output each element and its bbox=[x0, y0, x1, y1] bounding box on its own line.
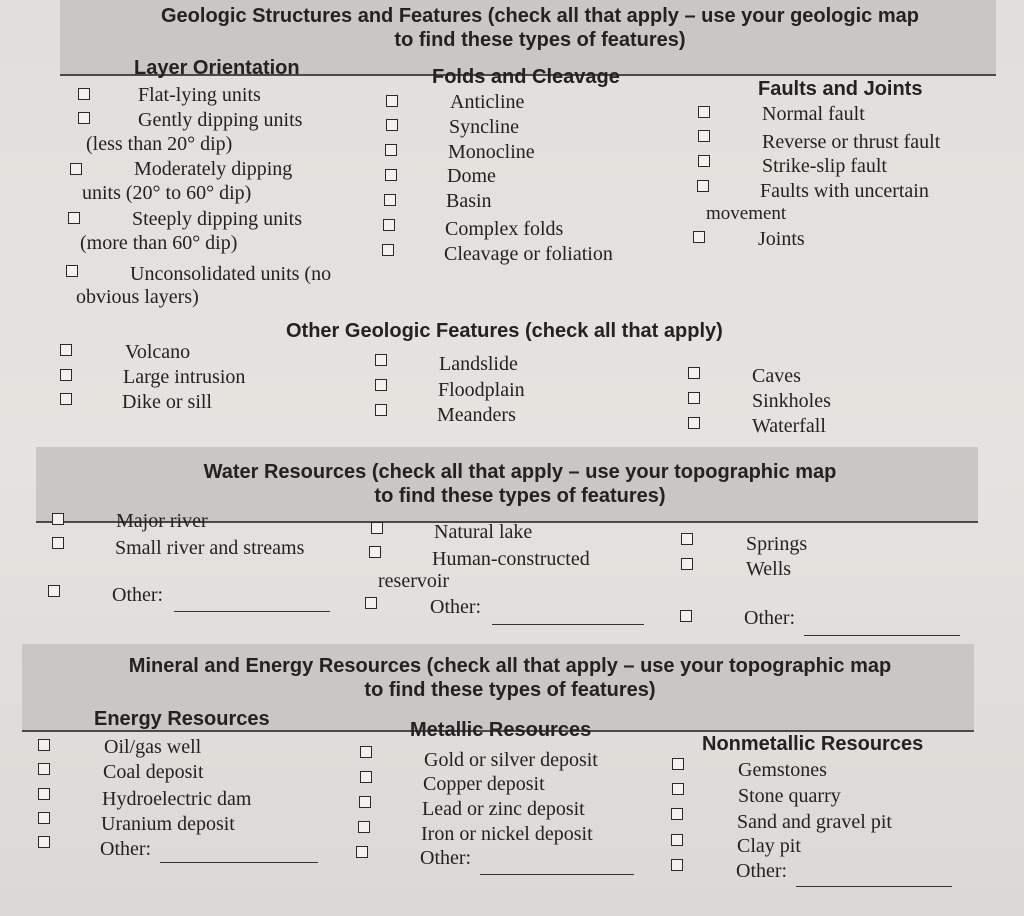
major-river-label: Major river bbox=[116, 510, 208, 532]
dike-sill-label: Dike or sill bbox=[122, 391, 212, 413]
strike-slip-label: Strike-slip fault bbox=[762, 155, 887, 177]
human-reservoir-label: Human-constructed bbox=[432, 548, 590, 570]
metallic-heading: Metallic Resources bbox=[410, 719, 592, 741]
natural-lake-checkbox[interactable] bbox=[371, 522, 383, 534]
steeply-dipping-note: (more than 60° dip) bbox=[80, 232, 238, 254]
springs-checkbox[interactable] bbox=[681, 533, 693, 545]
syncline-label: Syncline bbox=[449, 116, 519, 138]
gold-silver-label: Gold or silver deposit bbox=[424, 749, 598, 771]
landslide-label: Landslide bbox=[439, 353, 518, 375]
uncertain-fault-note: movement bbox=[706, 203, 787, 224]
water-other2-blank[interactable] bbox=[492, 624, 644, 625]
hydroelectric-label: Hydroelectric dam bbox=[102, 788, 252, 810]
caves-checkbox[interactable] bbox=[688, 367, 700, 379]
wells-checkbox[interactable] bbox=[681, 558, 693, 570]
springs-label: Springs bbox=[746, 533, 808, 555]
water-other1-label: Other: bbox=[112, 584, 164, 606]
cleavage-checkbox[interactable] bbox=[382, 244, 394, 256]
uncertain-fault-label: Faults with uncertain bbox=[760, 180, 929, 202]
meanders-label: Meanders bbox=[437, 404, 516, 426]
geologic-title-line2: to find these types of features) bbox=[394, 29, 686, 51]
moderately-dipping-note: units (20° to 60° dip) bbox=[82, 182, 252, 204]
dike-sill-checkbox[interactable] bbox=[60, 393, 72, 405]
oil-gas-label: Oil/gas well bbox=[104, 736, 202, 758]
moderately-dipping-label: Moderately dipping bbox=[134, 158, 293, 180]
energy-heading: Energy Resources bbox=[94, 708, 270, 730]
water-other2-checkbox[interactable] bbox=[365, 597, 377, 609]
nonmetallic-other-label: Other: bbox=[736, 860, 788, 882]
unconsolidated-note: obvious layers) bbox=[76, 286, 199, 308]
clay-pit-label: Clay pit bbox=[737, 835, 801, 857]
energy-other-checkbox[interactable] bbox=[38, 836, 50, 848]
sinkholes-label: Sinkholes bbox=[752, 390, 831, 412]
unconsolidated-label: Unconsolidated units (no bbox=[130, 263, 332, 285]
monocline-label: Monocline bbox=[448, 141, 535, 163]
lead-zinc-checkbox[interactable] bbox=[359, 796, 371, 808]
flat-lying-label: Flat-lying units bbox=[138, 84, 261, 106]
oil-gas-checkbox[interactable] bbox=[38, 739, 50, 751]
dome-label: Dome bbox=[447, 165, 496, 187]
metallic-other-label: Other: bbox=[420, 847, 472, 869]
nonmetallic-heading: Nonmetallic Resources bbox=[702, 733, 924, 755]
water-title bbox=[110, 460, 930, 508]
other-features-title: Other Geologic Features (check all that apply) bbox=[286, 320, 723, 342]
normal-fault-checkbox[interactable] bbox=[698, 106, 710, 118]
sinkholes-checkbox[interactable] bbox=[688, 392, 700, 404]
moderately-dipping-checkbox[interactable] bbox=[70, 163, 82, 175]
unconsolidated-checkbox[interactable] bbox=[66, 265, 78, 277]
hydroelectric-checkbox[interactable] bbox=[38, 788, 50, 800]
anticline-checkbox[interactable] bbox=[386, 95, 398, 107]
floodplain-checkbox[interactable] bbox=[375, 379, 387, 391]
sand-gravel-checkbox[interactable] bbox=[671, 808, 683, 820]
nonmetallic-other-checkbox[interactable] bbox=[671, 859, 683, 871]
caves-label: Caves bbox=[752, 365, 801, 387]
layer-orientation-heading: Layer Orientation bbox=[134, 57, 300, 79]
volcano-checkbox[interactable] bbox=[60, 344, 72, 356]
mineral-title-line1: Mineral and Energy Resources (check all that apply – use your topographic map bbox=[128, 655, 892, 677]
large-intrusion-label: Large intrusion bbox=[123, 366, 246, 388]
normal-fault-label: Normal fault bbox=[762, 103, 865, 125]
iron-nickel-label: Iron or nickel deposit bbox=[421, 823, 593, 845]
stone-quarry-label: Stone quarry bbox=[738, 785, 841, 807]
gently-dipping-label: Gently dipping units bbox=[138, 109, 303, 131]
water-other3-blank[interactable] bbox=[804, 635, 960, 636]
meanders-checkbox[interactable] bbox=[375, 404, 387, 416]
gemstones-label: Gemstones bbox=[738, 759, 827, 781]
monocline-checkbox[interactable] bbox=[385, 144, 397, 156]
folds-cleavage-heading: Folds and Cleavage bbox=[432, 66, 620, 88]
reverse-fault-label: Reverse or thrust fault bbox=[762, 131, 941, 153]
gemstones-checkbox[interactable] bbox=[672, 758, 684, 770]
mineral-title bbox=[70, 654, 950, 702]
waterfall-label: Waterfall bbox=[752, 415, 826, 437]
wells-label: Wells bbox=[746, 558, 792, 580]
coal-label: Coal deposit bbox=[103, 761, 204, 783]
mineral-title-line2: to find these types of features) bbox=[364, 679, 656, 701]
stone-quarry-checkbox[interactable] bbox=[672, 783, 684, 795]
natural-lake-label: Natural lake bbox=[434, 521, 533, 543]
water-other3-checkbox[interactable] bbox=[680, 610, 692, 622]
small-river-label: Small river and streams bbox=[115, 537, 305, 559]
floodplain-label: Floodplain bbox=[438, 379, 525, 401]
strike-slip-checkbox[interactable] bbox=[698, 155, 710, 167]
metallic-other-blank[interactable] bbox=[480, 874, 634, 875]
gold-silver-checkbox[interactable] bbox=[360, 746, 372, 758]
lead-zinc-label: Lead or zinc deposit bbox=[422, 798, 585, 820]
geologic-title bbox=[100, 4, 980, 52]
copper-label: Copper deposit bbox=[423, 773, 545, 795]
landslide-checkbox[interactable] bbox=[375, 354, 387, 366]
energy-other-blank[interactable] bbox=[160, 862, 318, 863]
basin-label: Basin bbox=[446, 190, 492, 212]
uranium-checkbox[interactable] bbox=[38, 812, 50, 824]
joints-checkbox[interactable] bbox=[693, 231, 705, 243]
gently-dipping-checkbox[interactable] bbox=[78, 112, 90, 124]
volcano-label: Volcano bbox=[125, 341, 191, 363]
faults-joints-heading: Faults and Joints bbox=[758, 78, 923, 100]
geologic-title-line1: Geologic Structures and Features (check all that apply – use your geologic map bbox=[161, 5, 919, 27]
small-river-checkbox[interactable] bbox=[52, 537, 64, 549]
anticline-label: Anticline bbox=[450, 91, 525, 113]
major-river-checkbox[interactable] bbox=[52, 513, 64, 525]
steeply-dipping-label: Steeply dipping units bbox=[132, 208, 302, 230]
uranium-label: Uranium deposit bbox=[101, 813, 235, 835]
gently-dipping-note: (less than 20° dip) bbox=[86, 133, 233, 155]
sand-gravel-label: Sand and gravel pit bbox=[737, 811, 892, 833]
human-reservoir-checkbox[interactable] bbox=[369, 546, 381, 558]
complex-folds-label: Complex folds bbox=[445, 218, 564, 240]
human-reservoir-note: reservoir bbox=[378, 570, 450, 592]
basin-checkbox[interactable] bbox=[384, 194, 396, 206]
clay-pit-checkbox[interactable] bbox=[671, 834, 683, 846]
syncline-checkbox[interactable] bbox=[386, 119, 398, 131]
water-other2-label: Other: bbox=[430, 596, 482, 618]
water-other1-blank[interactable] bbox=[174, 611, 330, 612]
energy-other-label: Other: bbox=[100, 838, 152, 860]
coal-checkbox[interactable] bbox=[38, 763, 50, 775]
large-intrusion-checkbox[interactable] bbox=[60, 369, 72, 381]
water-other1-checkbox[interactable] bbox=[48, 585, 60, 597]
nonmetallic-other-blank[interactable] bbox=[796, 886, 952, 887]
joints-label: Joints bbox=[758, 228, 805, 250]
flat-lying-checkbox[interactable] bbox=[78, 88, 90, 100]
water-other3-label: Other: bbox=[744, 607, 796, 629]
dome-checkbox[interactable] bbox=[385, 169, 397, 181]
reverse-fault-checkbox[interactable] bbox=[698, 130, 710, 142]
water-title-line2: to find these types of features) bbox=[374, 485, 666, 507]
uncertain-fault-checkbox[interactable] bbox=[697, 180, 709, 192]
complex-folds-checkbox[interactable] bbox=[383, 219, 395, 231]
iron-nickel-checkbox[interactable] bbox=[358, 821, 370, 833]
waterfall-checkbox[interactable] bbox=[688, 417, 700, 429]
metallic-other-checkbox[interactable] bbox=[356, 846, 368, 858]
steeply-dipping-checkbox[interactable] bbox=[68, 212, 80, 224]
cleavage-label: Cleavage or foliation bbox=[444, 243, 613, 265]
water-title-line1: Water Resources (check all that apply – use your topographic map bbox=[203, 461, 837, 483]
copper-checkbox[interactable] bbox=[360, 771, 372, 783]
